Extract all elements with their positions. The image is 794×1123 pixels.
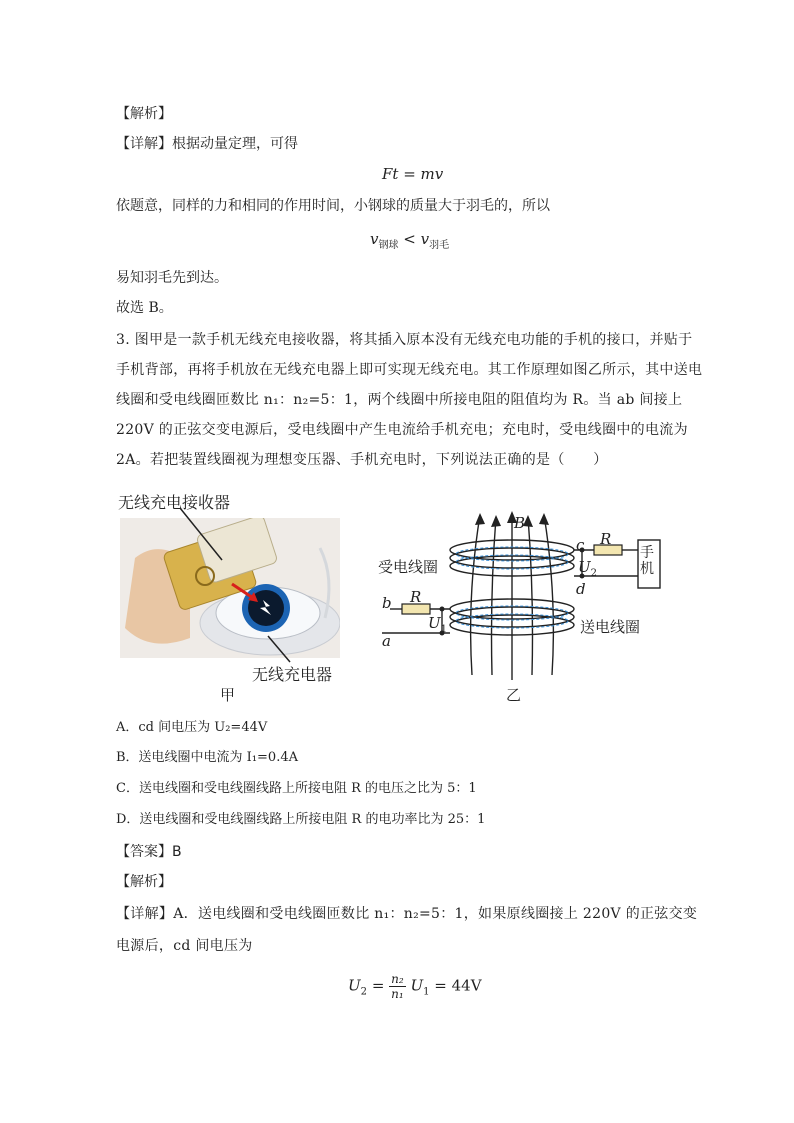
option-a: A．cd 间电压为 U₂=44V — [116, 720, 268, 735]
receiver-label: 无线充电接收器 — [118, 493, 231, 512]
label-U2: $U_2$ — [578, 558, 598, 579]
detail-text-2: 【详解】A．送电线圈和受电线圈匝数比 n₁：n₂=5：1，如果原线圈接上 220V 的正弦交变电源后，cd 间电压为 — [116, 906, 698, 954]
option-b: B．送电线圈中电流为 I₁=0.4A — [116, 750, 298, 765]
label-c: c — [576, 536, 585, 554]
analysis-heading-2: 【解析】 — [116, 874, 172, 890]
question-3-text: 3. 图甲是一款手机无线充电接收器，将其插入原本没有无线充电功能的手机的接口，并贴于手机背部，再将手机放在无线充电器上即可实现无线充电。其工作原理如图乙所示，其中送电线圈和受电线圈匝数比 n₁：n₂=5：1，两个线圈中所接电阻的阻值均为 R。当 ab 间接上 220V 的正弦交变电源后，受电线圈中产生电流给手机充电；充电时，受电线圈中的电流为 2A。若把装置线圈视为理想变压器、手机充电时，下列说法正确的是（ ） — [116, 332, 703, 468]
label-U1: $U_1$ — [428, 614, 448, 635]
answer-choice-text: 故选 B。 — [116, 300, 173, 316]
formula-velocity-compare: $v_{钢球} < v_{羽毛}$ — [370, 230, 450, 251]
phone-box-label: 手机 — [640, 545, 654, 577]
answer-heading: 【答案】B — [116, 844, 182, 860]
label-B: B — [514, 514, 526, 532]
formula-voltage: $U_2$ = $\frac{\text{n₂}}{\text{n₁}}$ $U_1 = 44V$ — [348, 972, 482, 1001]
receiving-coil-label: 受电线圈 — [378, 558, 439, 576]
label-R-bottom: R — [410, 588, 422, 606]
figure-b-caption: 乙 — [506, 686, 522, 704]
formula-impulse: Ft = mv — [382, 165, 444, 183]
field-line-right-outer — [544, 515, 553, 675]
field-line-left-outer — [471, 515, 480, 675]
figure-a-caption: 甲 — [220, 686, 236, 704]
option-c: C．送电线圈和受电线圈线路上所接电阻 R 的电压之比为 5：1 — [116, 781, 477, 796]
charger-label: 无线充电器 — [252, 665, 333, 684]
sending-coil-label: 送电线圈 — [580, 618, 641, 636]
detail-line: 【详解】根据动量定理，可得 — [116, 136, 298, 152]
conclusion-text: 易知羽毛先到达。 — [116, 270, 228, 286]
label-d: d — [576, 580, 586, 598]
label-b: b — [382, 594, 392, 612]
label-a: a — [382, 632, 391, 650]
explanation-text: 依题意，同样的力和相同的作用时间，小钢球的质量大于羽毛的，所以 — [116, 198, 550, 214]
option-d: D．送电线圈和受电线圈线路上所接电阻 R 的电功率比为 25：1 — [116, 812, 486, 827]
label-R-top: R — [600, 530, 612, 548]
analysis-heading: 【解析】 — [116, 106, 172, 122]
